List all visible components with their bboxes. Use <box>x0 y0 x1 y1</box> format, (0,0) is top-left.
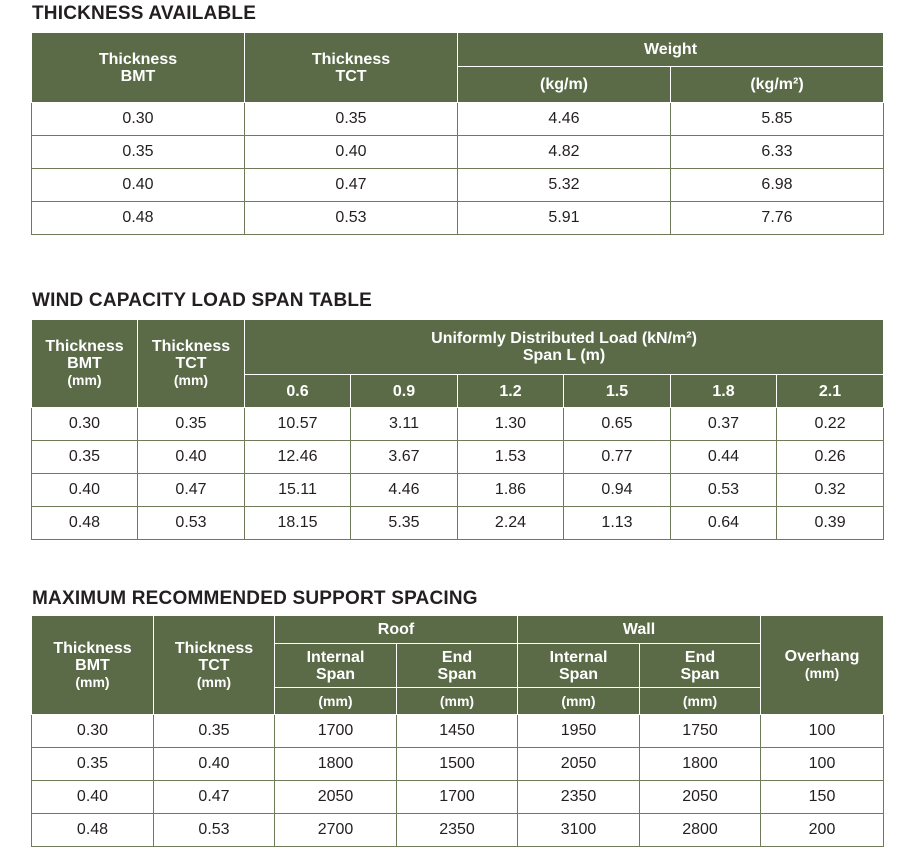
table-cell: 0.53 <box>154 814 275 847</box>
table-cell: 5.32 <box>458 169 671 202</box>
table-cell: 0.35 <box>32 136 245 169</box>
header-unit: (mm) <box>804 665 840 681</box>
table-cell: 100 <box>761 715 884 748</box>
header-wall-end-span <box>640 644 761 688</box>
support-spacing-table <box>31 615 884 847</box>
header-udl <box>245 320 884 375</box>
table-cell: 2350 <box>397 814 518 847</box>
table-cell: 1950 <box>518 715 640 748</box>
header-unit-mm: (mm) <box>518 688 640 715</box>
header-label: Span <box>558 665 599 683</box>
table-cell: 0.47 <box>245 169 458 202</box>
thickness-available-table <box>31 32 884 235</box>
table-cell: 0.40 <box>32 474 138 507</box>
header-label: BMT <box>67 355 102 372</box>
table-cell: 1.53 <box>458 441 564 474</box>
table-cell: 0.40 <box>32 169 245 202</box>
table-cell: 12.46 <box>245 441 351 474</box>
header-span-value: 0.6 <box>245 375 351 408</box>
table-cell: 5.35 <box>351 507 458 540</box>
header-label: Internal <box>306 648 365 666</box>
table-cell: 6.33 <box>671 136 884 169</box>
table-cell: 1450 <box>397 715 518 748</box>
header-roof-internal-span <box>275 644 397 688</box>
table-cell: 2050 <box>640 781 761 814</box>
header-label: TCT <box>198 656 230 674</box>
table-cell: 0.30 <box>32 715 154 748</box>
header-span-value: 1.8 <box>671 375 777 408</box>
header-unit: (mm) <box>196 673 232 690</box>
table-cell: 5.85 <box>671 103 884 136</box>
header-kg-per-m2: (kg/m²) <box>671 67 884 103</box>
table-cell: 0.48 <box>32 202 245 235</box>
header-label: Thickness <box>53 639 132 657</box>
header-span-value: 0.9 <box>351 375 458 408</box>
table-cell: 15.11 <box>245 474 351 507</box>
header-label: Thickness <box>98 50 178 68</box>
header-thickness-bmt <box>32 616 154 715</box>
table-cell: 0.35 <box>138 408 245 441</box>
header-unit: (mm) <box>67 372 102 388</box>
table-cell: 0.77 <box>564 441 671 474</box>
header-label: End <box>441 648 473 666</box>
table-row <box>32 781 884 814</box>
table-cell: 3.11 <box>351 408 458 441</box>
table-cell: 0.22 <box>777 408 884 441</box>
header-label: Internal <box>549 648 608 666</box>
table-cell: 0.30 <box>32 408 138 441</box>
table-row <box>32 507 884 540</box>
header-roof-end-span <box>397 644 518 688</box>
table-cell: 7.76 <box>671 202 884 235</box>
header-span-value: 1.5 <box>564 375 671 408</box>
table-cell: 0.30 <box>32 103 245 136</box>
table-cell: 1.13 <box>564 507 671 540</box>
header-label: Span <box>315 665 356 683</box>
table-cell: 0.40 <box>245 136 458 169</box>
header-label: BMT <box>75 656 110 674</box>
table-cell: 0.47 <box>138 474 245 507</box>
wind-capacity-title: WIND CAPACITY LOAD SPAN TABLE <box>32 290 373 311</box>
table-cell: 3.67 <box>351 441 458 474</box>
header-unit-mm: (mm) <box>640 688 761 715</box>
table-cell: 0.94 <box>564 474 671 507</box>
table-cell: 0.40 <box>32 781 154 814</box>
table-row <box>32 441 884 474</box>
table-row <box>32 814 884 847</box>
header-wall: Wall <box>518 616 761 644</box>
header-kg-per-m: (kg/m) <box>458 67 671 103</box>
table-cell: 0.35 <box>32 441 138 474</box>
table-cell: 0.48 <box>32 814 154 847</box>
table-cell: 4.82 <box>458 136 671 169</box>
table-cell: 0.44 <box>671 441 777 474</box>
table-cell: 0.26 <box>777 441 884 474</box>
table-cell: 2700 <box>275 814 397 847</box>
header-label: Uniformly Distributed Load (kN/m²) <box>431 330 697 347</box>
table-cell: 1.30 <box>458 408 564 441</box>
table-row <box>32 748 884 781</box>
thickness-available-title: THICKNESS AVAILABLE <box>32 3 257 24</box>
header-span-value: 2.1 <box>777 375 884 408</box>
table-cell: 2350 <box>518 781 640 814</box>
wind-capacity-table <box>31 319 884 540</box>
table-cell: 18.15 <box>245 507 351 540</box>
table-cell: 2.24 <box>458 507 564 540</box>
table-cell: 0.35 <box>245 103 458 136</box>
header-label: End <box>684 648 716 666</box>
table-cell: 0.65 <box>564 408 671 441</box>
header-label: BMT <box>120 67 156 85</box>
header-thickness-bmt <box>32 33 245 103</box>
table-cell: 0.39 <box>777 507 884 540</box>
header-label: Thickness <box>311 50 391 68</box>
header-label: TCT <box>175 355 207 372</box>
header-unit-mm: (mm) <box>397 688 518 715</box>
table-cell: 2050 <box>275 781 397 814</box>
table-cell: 0.40 <box>154 748 275 781</box>
table-row <box>32 408 884 441</box>
table-cell: 0.64 <box>671 507 777 540</box>
header-unit: (mm) <box>75 673 110 690</box>
header-label: Thickness <box>45 338 124 355</box>
table-cell: 10.57 <box>245 408 351 441</box>
table-cell: 0.48 <box>32 507 138 540</box>
header-thickness-bmt <box>32 320 138 408</box>
table-cell: 0.47 <box>154 781 275 814</box>
table-row <box>32 169 884 202</box>
header-label: Thickness <box>174 639 254 657</box>
table-cell: 0.53 <box>671 474 777 507</box>
table-cell: 0.40 <box>138 441 245 474</box>
header-label: Overhang <box>784 648 860 665</box>
header-roof: Roof <box>275 616 518 644</box>
table-cell: 200 <box>761 814 884 847</box>
table-cell: 150 <box>761 781 884 814</box>
header-thickness-tct <box>138 320 245 408</box>
table-cell: 1.86 <box>458 474 564 507</box>
table-cell: 5.91 <box>458 202 671 235</box>
table-cell: 0.35 <box>32 748 154 781</box>
table-cell: 1700 <box>397 781 518 814</box>
table-row <box>32 202 884 235</box>
support-spacing-title: MAXIMUM RECOMMENDED SUPPORT SPACING <box>32 588 478 609</box>
header-wall-internal-span <box>518 644 640 688</box>
table-row <box>32 474 884 507</box>
table-cell: 1750 <box>640 715 761 748</box>
table-cell: 1800 <box>640 748 761 781</box>
header-label: Thickness <box>151 338 231 355</box>
table-cell: 1800 <box>275 748 397 781</box>
header-thickness-tct <box>154 616 275 715</box>
table-cell: 2050 <box>518 748 640 781</box>
table-cell: 1700 <box>275 715 397 748</box>
header-span-value: 1.2 <box>458 375 564 408</box>
table-cell: 0.53 <box>138 507 245 540</box>
table-cell: 0.32 <box>777 474 884 507</box>
table-cell: 0.35 <box>154 715 275 748</box>
table-cell: 4.46 <box>351 474 458 507</box>
table-cell: 4.46 <box>458 103 671 136</box>
table-row <box>32 103 884 136</box>
table-cell: 100 <box>761 748 884 781</box>
header-unit-mm: (mm) <box>275 688 397 715</box>
header-overhang <box>761 616 884 715</box>
table-cell: 6.98 <box>671 169 884 202</box>
table-cell: 0.53 <box>245 202 458 235</box>
header-label: Span L (m) <box>522 347 606 364</box>
header-label: Span <box>680 665 720 683</box>
table-row <box>32 715 884 748</box>
table-cell: 3100 <box>518 814 640 847</box>
header-label: Span <box>437 665 477 683</box>
header-unit: (mm) <box>173 372 209 388</box>
header-weight: Weight <box>458 33 884 67</box>
table-row <box>32 136 884 169</box>
header-thickness-tct <box>245 33 458 103</box>
header-label: TCT <box>335 67 367 85</box>
table-cell: 0.37 <box>671 408 777 441</box>
table-cell: 1500 <box>397 748 518 781</box>
table-cell: 2800 <box>640 814 761 847</box>
